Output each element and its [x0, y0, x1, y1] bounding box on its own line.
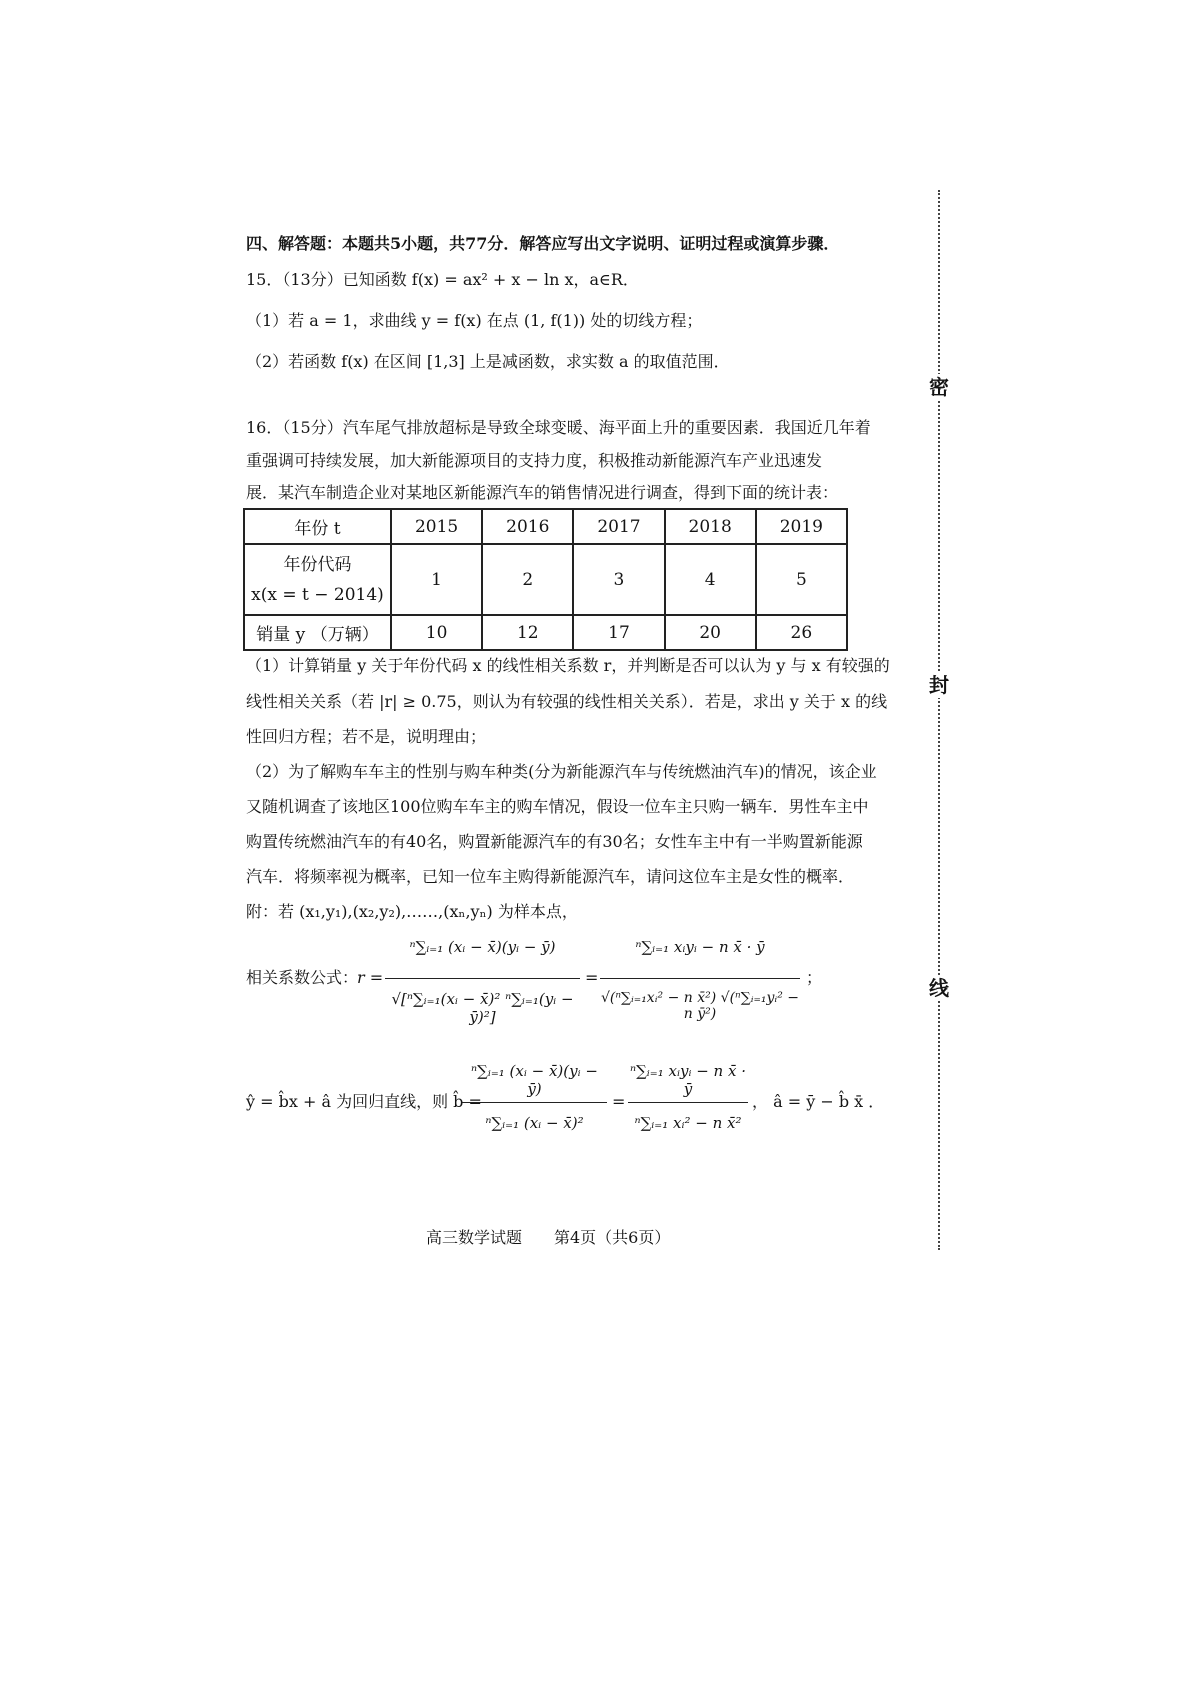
binding-dotted-line: [938, 190, 940, 1250]
reg-denominator-1: ⁿ∑ᵢ₌₁ (xᵢ − x̄)²: [485, 1114, 584, 1132]
corr-fraction-bar-1: [385, 978, 580, 979]
corr-fraction-bar-2: [600, 978, 800, 979]
table-head-code: [244, 544, 391, 615]
q15-part2: （2）若函数 f(x) 在区间 [1,3] 上是减函数，求实数 a 的取值范围．: [246, 352, 730, 371]
table-cell-code: 5: [756, 544, 847, 615]
table-cell-year: 2015: [391, 509, 482, 544]
table-cell-code: 3: [573, 544, 664, 615]
q16-part2-line2: 又随机调查了该地区100位购车车主的购车情况，假设一位车主只购一辆车．男性车主中: [246, 797, 869, 816]
table-row-year: [244, 509, 847, 544]
binding-char-xian: 线: [926, 975, 952, 1001]
q16-line3: 展．某汽车制造企业对某地区新能源汽车的销售情况进行调查，得到下面的统计表：: [246, 483, 839, 502]
q16-part1-line2: 线性相关关系（若 |r| ≥ 0.75，则认为有较强的线性相关关系）．若是，求出 y 关于 x 的线: [246, 692, 888, 711]
table-head-code-b: x(x = t − 2014): [251, 584, 384, 605]
q16-part2-line4: 汽车．将频率视为概率，已知一位车主购得新能源汽车，请问这位车主是女性的概率．: [246, 867, 855, 886]
table-head-code-a: 年份代码: [283, 554, 352, 575]
reg-fraction-bar-1: [462, 1102, 607, 1103]
table-cell-year: 2016: [482, 509, 573, 544]
reg-denominator-2: ⁿ∑ᵢ₌₁ xᵢ² − n x̄²: [634, 1114, 742, 1132]
table-head-sales: 销量 y （万辆）: [244, 615, 391, 650]
table-head-year: 年份 t: [244, 509, 391, 544]
corr-denominator-2: √(ⁿ∑ᵢ₌₁xᵢ² − n x̄²) √(ⁿ∑ᵢ₌₁yᵢ² − n ȳ²): [600, 990, 800, 1022]
corr-numerator-1: ⁿ∑ᵢ₌₁ (xᵢ − x̄)(yᵢ − ȳ): [409, 938, 556, 956]
table-cell-year: 2017: [573, 509, 664, 544]
corr-end: ；: [806, 968, 823, 987]
q15-part1: （1）若 a = 1，求曲线 y = f(x) 在点 (1, f(1)) 处的切线方程；: [246, 311, 703, 330]
q16-part2-line3: 购置传统燃油汽车的有40名，购置新能源汽车的有30名；女性车主中有一半购置新能源: [246, 832, 863, 851]
table-cell-sales: 10: [391, 615, 482, 650]
q16-line1: 16．（15分）汽车尾气排放超标是导致全球变暖、海平面上升的重要因素．我国近几年着: [246, 418, 871, 437]
corr-numerator-2: ⁿ∑ᵢ₌₁ xᵢyᵢ − n x̄ · ȳ: [635, 938, 765, 956]
table-cell-year: 2018: [665, 509, 756, 544]
corr-r: r =: [357, 968, 384, 987]
q16-part1-line3: 性回归方程；若不是，说明理由；: [246, 727, 487, 746]
sales-table: [243, 508, 848, 651]
reg-label: ŷ = b̂x + â 为回归直线，则 b̂ =: [246, 1092, 482, 1111]
reg-numerator-2: ⁿ∑ᵢ₌₁ xᵢyᵢ − n x̄ · ȳ: [629, 1062, 746, 1098]
reg-fraction-bar-2: [628, 1102, 748, 1103]
table-cell-sales: 26: [756, 615, 847, 650]
q16-appendix: 附：若 (x₁,y₁),(x₂,y₂),……,(xₙ,yₙ) 为样本点，: [246, 902, 578, 921]
table-cell-year: 2019: [756, 509, 847, 544]
q16-part1-line1: （1）计算销量 y 关于年份代码 x 的线性相关系数 r，并判断是否可以认为 y 与 x 有较强的: [246, 656, 890, 675]
corr-equals: =: [585, 968, 599, 987]
q16-part2-line1: （2）为了解购车车主的性别与购车种类(分为新能源汽车与传统燃油汽车)的情况，该企业: [246, 762, 877, 781]
reg-numerator-1: ⁿ∑ᵢ₌₁ (xᵢ − x̄)(yᵢ − ȳ): [471, 1062, 598, 1098]
table-cell-code: 2: [482, 544, 573, 615]
section-header: 四、解答题：本题共5小题，共77分．解答应写出文字说明、证明过程或演算步骤．: [246, 234, 840, 253]
table-cell-code: 1: [391, 544, 482, 615]
reg-end: ， â = ȳ − b̂ x̄ ．: [752, 1092, 885, 1111]
q16-line2: 重强调可持续发展，加大新能源项目的支持力度，积极推动新能源汽车产业迅速发: [246, 451, 823, 470]
corr-label: 相关系数公式：: [246, 968, 359, 987]
binding-char-feng: 封: [926, 672, 952, 698]
table-cell-sales: 20: [665, 615, 756, 650]
binding-char-mi: 密: [926, 374, 952, 400]
table-cell-sales: 17: [573, 615, 664, 650]
table-cell-sales: 12: [482, 615, 573, 650]
table-cell-code: 4: [665, 544, 756, 615]
table-row-sales: [244, 615, 847, 650]
reg-equals: =: [612, 1092, 626, 1111]
page-footer: 高三数学试题 第4页（共6页）: [426, 1228, 671, 1247]
table-row-code: [244, 544, 847, 615]
q15-stem: 15．（13分）已知函数 f(x) = ax² + x − ln x，a∈R．: [246, 270, 639, 289]
corr-denominator-1: √[ⁿ∑ᵢ₌₁(xᵢ − x̄)² ⁿ∑ᵢ₌₁(yᵢ − ȳ)²]: [391, 990, 574, 1026]
